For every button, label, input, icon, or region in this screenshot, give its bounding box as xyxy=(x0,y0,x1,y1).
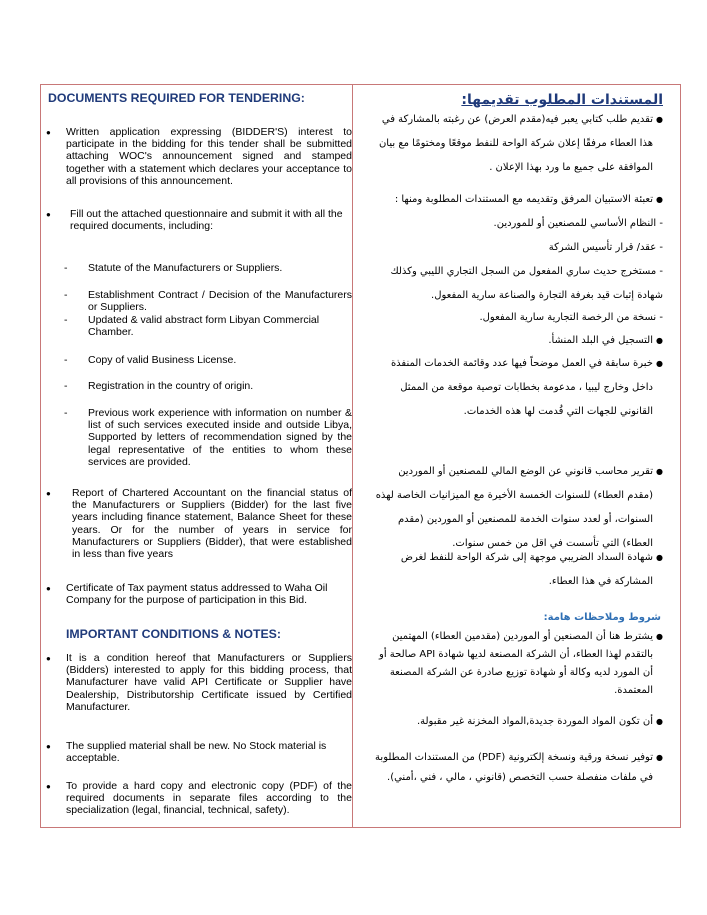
arabic-title: المستندات المطلوب تقديمها: xyxy=(461,92,663,108)
ar-sub-experience: خبرة سابقة في العمل موضحاً فيها عدد وقائمة الخدمات المنفذة داخل وخارج ليبيا ، مدعومة بخطابات توصية موقعة من الممثل القانوني للجهات التي قُدمت لها هذه الخدمات. xyxy=(390,358,653,417)
ar-note-copies: توفير نسخة ورقية ونسخة إلكترونية (PDF) من المستندات المطلوبة في ملفات منفصلة حسب التخصص (قانوني ، مالي ، فني ،أمني). xyxy=(375,752,653,783)
en-item-questionnaire: Fill out the attached questionnaire and submit it with all the required documents, including: xyxy=(70,208,343,233)
en-note-new-material: The supplied material shall be new. No Stock material is acceptable. xyxy=(66,740,327,765)
ar-item-application: تقديم طلب كتابي يعبر فيه(مقدم العرض) عن رغبته بالمشاركة في هذا العطاء مرفقًا إعلان شركة الواحة للنفط موقعًا ومختومًا مع بيان الموافقة على جميع ما ورد بهذا الإعلان . xyxy=(378,114,653,173)
ar-sub-license: - نسخة من الرخصة التجارية سارية المفعول. xyxy=(479,312,663,323)
en-item-accountant: Report of Chartered Accountant on the financial status of the Manufacturers or Suppliers (Bidder) for the last five years including finance statement, Balance Sheet for these years. Or for the number of years in service for Manufacturers or Suppliers (Bidder), that were established in less than five years xyxy=(72,487,352,561)
ar-item-tax: شهادة السداد الضريبي موجهة إلى شركة الواحة للنفط لغرض المشاركة في هذا العطاء. xyxy=(400,552,653,587)
bullet-icon: ● xyxy=(656,753,663,762)
bullet-icon: ● xyxy=(46,128,51,137)
ar-item-questionnaire: تعبئة الاستبيان المرفق وتقديمه مع المستندات المطلوبة ومنها : xyxy=(394,194,653,205)
dash-icon: - xyxy=(64,262,68,274)
en-sub-experience: Previous work experience with information on number & list of such services executed inside and outside Libya, Supported by letters of recommendation signed by the legal representative of the entities to whom these services are provided. xyxy=(88,407,352,468)
english-title: DOCUMENTS REQUIRED FOR TENDERING: xyxy=(48,91,305,105)
bullet-icon: ● xyxy=(656,359,663,368)
dash-icon: - xyxy=(64,407,68,419)
ar-sub-establishment: - عقد/ قرار تأسيس الشركة xyxy=(548,242,663,253)
ar-sub-statute: - النظام الأساسي للمصنعين أو للموردين. xyxy=(493,218,663,229)
en-note-api: It is a condition hereof that Manufacturers or Suppliers (Bidders) interested to apply for this bidding process, that Manufacturer have valid API Certificate or Supplier have Dealership, Distributorship Certificate issued by Certified Manufacturer. xyxy=(66,652,352,713)
bullet-icon: ● xyxy=(46,782,51,791)
arabic-notes-title: شروط وملاحظات هامة: xyxy=(543,612,661,623)
bullet-icon: ● xyxy=(46,742,51,751)
bullet-icon: ● xyxy=(656,195,663,204)
en-sub-license: Copy of valid Business License. xyxy=(88,354,237,366)
ar-note-new-material: أن تكون المواد الموردة جديدة,المواد المخزنة غير مقبولة. xyxy=(416,716,653,727)
ar-sub-commercial: - مستخرج حديث ساري المفعول من السجل التجاري الليبي وكذلك شهادة إثبات قيد بغرفة التجارة والصناعة سارية المفعول. xyxy=(390,266,663,301)
en-item-application: Written application expressing (BIDDER'S) interest to participate in the bidding for this tender shall be submitted attaching WOC's announcement signed and stamped together with a statement which declares your acceptance to all provisions of this announcement. xyxy=(66,126,352,187)
bullet-icon: ● xyxy=(46,210,51,219)
en-sub-registration: Registration in the country of origin. xyxy=(88,380,254,392)
bullet-icon: ● xyxy=(656,115,663,124)
bullet-icon: ● xyxy=(46,489,51,498)
en-item-tax: Certificate of Tax payment status addressed to Waha Oil Company for the purpose of participation in this Bid. xyxy=(66,582,328,607)
bullet-icon: ● xyxy=(656,632,663,641)
dash-icon: - xyxy=(64,289,68,301)
bullet-icon: ● xyxy=(46,654,51,663)
bullet-icon: ● xyxy=(656,467,663,476)
dash-icon: - xyxy=(64,380,68,392)
en-sub-commercial: Updated & valid abstract form Libyan Commercial Chamber. xyxy=(88,314,320,339)
ar-note-api: يشترط هنا أن المصنعين أو الموردين (مقدمين العطاء) المهتمين بالتقدم لهذا العطاء، أن الشركة المصنعة لديها شهادة API صالحة أو أن المورد لديه وكالة أو شهادة توزيع صادرة عن الشركة المصنعة المعتمدة. xyxy=(379,631,653,696)
ar-item-accountant: تقرير محاسب قانوني عن الوضع المالي للمصنعين أو الموردين (مقدم العطاء) للسنوات الخمسة الأخيرة مع الميزانيات الخاصة لهذه السنوات، أو لعدد سنوات الخدمة للمصنعين أو الموردين (مقدم العطاء) التي تأسست في اقل من خمس سنوات. xyxy=(375,466,653,549)
bullet-icon: ● xyxy=(656,336,663,345)
bullet-icon: ● xyxy=(656,553,663,562)
en-sub-statute: Statute of the Manufacturers or Suppliers. xyxy=(88,262,283,274)
bullet-icon: ● xyxy=(46,584,51,593)
en-note-copies: To provide a hard copy and electronic copy (PDF) of the required documents in separate files according to the specialization (legal, financial, technical, safety). xyxy=(66,780,352,817)
column-divider xyxy=(352,85,353,827)
english-notes-title: IMPORTANT CONDITIONS & NOTES: xyxy=(66,627,281,641)
ar-sub-registration: التسجيل في البلد المنشأ. xyxy=(548,335,653,346)
dash-icon: - xyxy=(64,314,68,326)
bullet-icon: ● xyxy=(656,717,663,726)
dash-icon: - xyxy=(64,354,68,366)
en-sub-establishment: Establishment Contract / Decision of the Manufacturers or Suppliers. xyxy=(88,289,352,314)
